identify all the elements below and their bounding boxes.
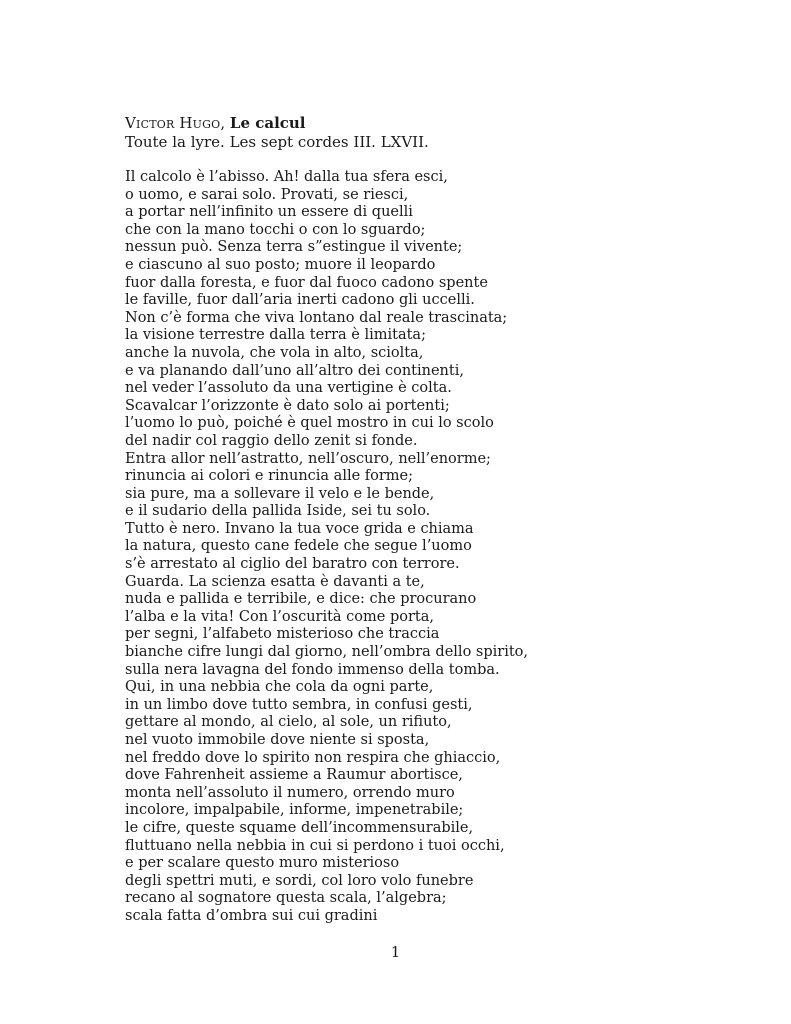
- document-page: [125, 114, 685, 926]
- page-number: 1: [390, 943, 401, 961]
- poem-line: nel vuoto immobile dove niente si sposta,: [125, 732, 430, 748]
- poem-source: Toute la lyre. Les sept cordes III. LXVII.: [125, 133, 429, 151]
- poem-line: Tutto è nero. Invano la tua voce grida e chiama: [125, 520, 474, 537]
- poem-line: fluttuano nella nebbia in cui si perdono i tuoi occhi,: [125, 837, 505, 854]
- heading-separator: ,: [220, 114, 230, 132]
- poem-line: nuda e pallida e terribile, e dice: che procurano: [125, 591, 477, 608]
- poem-line: Il calcolo è l’abisso. Ah! dalla tua sfera esci,: [125, 169, 448, 185]
- poem-line: nel veder l’assoluto da una vertigine è colta.: [125, 380, 452, 397]
- poem-line: bianche cifre lungi dal giorno, nell’ombra dello spirito,: [125, 644, 529, 661]
- poem-line: e ciascuno al suo posto; muore il leopardo: [125, 256, 436, 273]
- poem-line: la visione terrestre dalla terra è limitata;: [125, 327, 426, 344]
- poem-line: Non c’è forma che viva lontano dal reale trascinata;: [125, 309, 508, 326]
- poem-line: s’è arrestato al ciglio del baratro con terrore.: [125, 556, 460, 573]
- poem-line: o uomo, e sarai solo. Provati, se riesci,: [125, 186, 409, 203]
- poem-body: [125, 169, 685, 926]
- poem-line: Scavalcar l’orizzonte è dato solo ai portenti;: [125, 397, 450, 414]
- poem-line: anche la nuvola, che vola in alto, sciolta,: [125, 344, 424, 361]
- poem-line: che con la mano tocchi o con lo sguardo;: [125, 221, 426, 238]
- poem-line: degli spettri muti, e sordi, col loro volo funebre: [125, 872, 474, 889]
- poem-line: Guarda. La scienza esatta è davanti a te,: [125, 573, 425, 590]
- poem-line: Entra allor nell’astratto, nell’oscuro, nell’enorme;: [125, 450, 491, 467]
- poem-line: recano al sognatore questa scala, l’algebra;: [125, 890, 447, 907]
- poem-heading: [125, 114, 685, 132]
- poem-line: e va planando dall’uno all’altro dei continenti,: [125, 362, 464, 379]
- poem-line: e per scalare questo muro misterioso: [125, 855, 400, 872]
- poem-line: nessun può. Senza terra s”estingue il vivente;: [125, 239, 463, 256]
- poem-line: scala fatta d’ombra sui cui gradini: [125, 907, 378, 924]
- poem-line: per segni, l’alfabeto misterioso che traccia: [125, 626, 440, 643]
- poem-line: dove Fahrenheit assieme a Raumur abortisce,: [125, 767, 463, 784]
- poem-line: sia pure, ma a sollevare il velo e le bende,: [125, 485, 435, 502]
- poem-line: le cifre, queste squame dell’incommensurabile,: [125, 819, 474, 836]
- poem-line: la natura, questo cane fedele che segue l’uomo: [125, 538, 472, 555]
- poem-line: del nadir col raggio dello zenit si fonde.: [125, 432, 418, 449]
- poem-line: sulla nera lavagna del fondo immenso della tomba.: [125, 661, 500, 678]
- poem-line: fuor dalla foresta, e fuor dal fuoco cadono spente: [125, 274, 488, 291]
- poem-line: a portar nell’infinito un essere di quelli: [125, 204, 413, 221]
- poem-line: Qui, in una nebbia che cola da ogni parte,: [125, 679, 434, 696]
- poem-line: nel freddo dove lo spirito non respira che ghiaccio,: [125, 749, 501, 766]
- poem-line: incolore, impalpabile, informe, impenetrabile;: [125, 802, 464, 819]
- poem-line: le faville, fuor dall’aria inerti cadono gli uccelli.: [125, 292, 475, 309]
- poem-line: rinuncia ai colori e rinuncia alle forme;: [125, 468, 414, 485]
- poem-title: Le calcul: [229, 114, 306, 132]
- poem-line: in un limbo dove tutto sembra, in confusi gesti,: [125, 696, 473, 713]
- poem-line: e il sudario della pallida Iside, sei tu solo.: [125, 503, 431, 520]
- poem-line: gettare al mondo, al cielo, al sole, un rifiuto,: [125, 714, 452, 731]
- author-name: Victor Hugo: [125, 114, 221, 132]
- poem-line: monta nell’assoluto il numero, orrendo muro: [125, 784, 455, 801]
- poem-line: l’uomo lo può, poiché è quel mostro in cui lo scolo: [125, 415, 494, 432]
- poem-line: l’alba e la vita! Con l’oscurità come porta,: [125, 608, 434, 625]
